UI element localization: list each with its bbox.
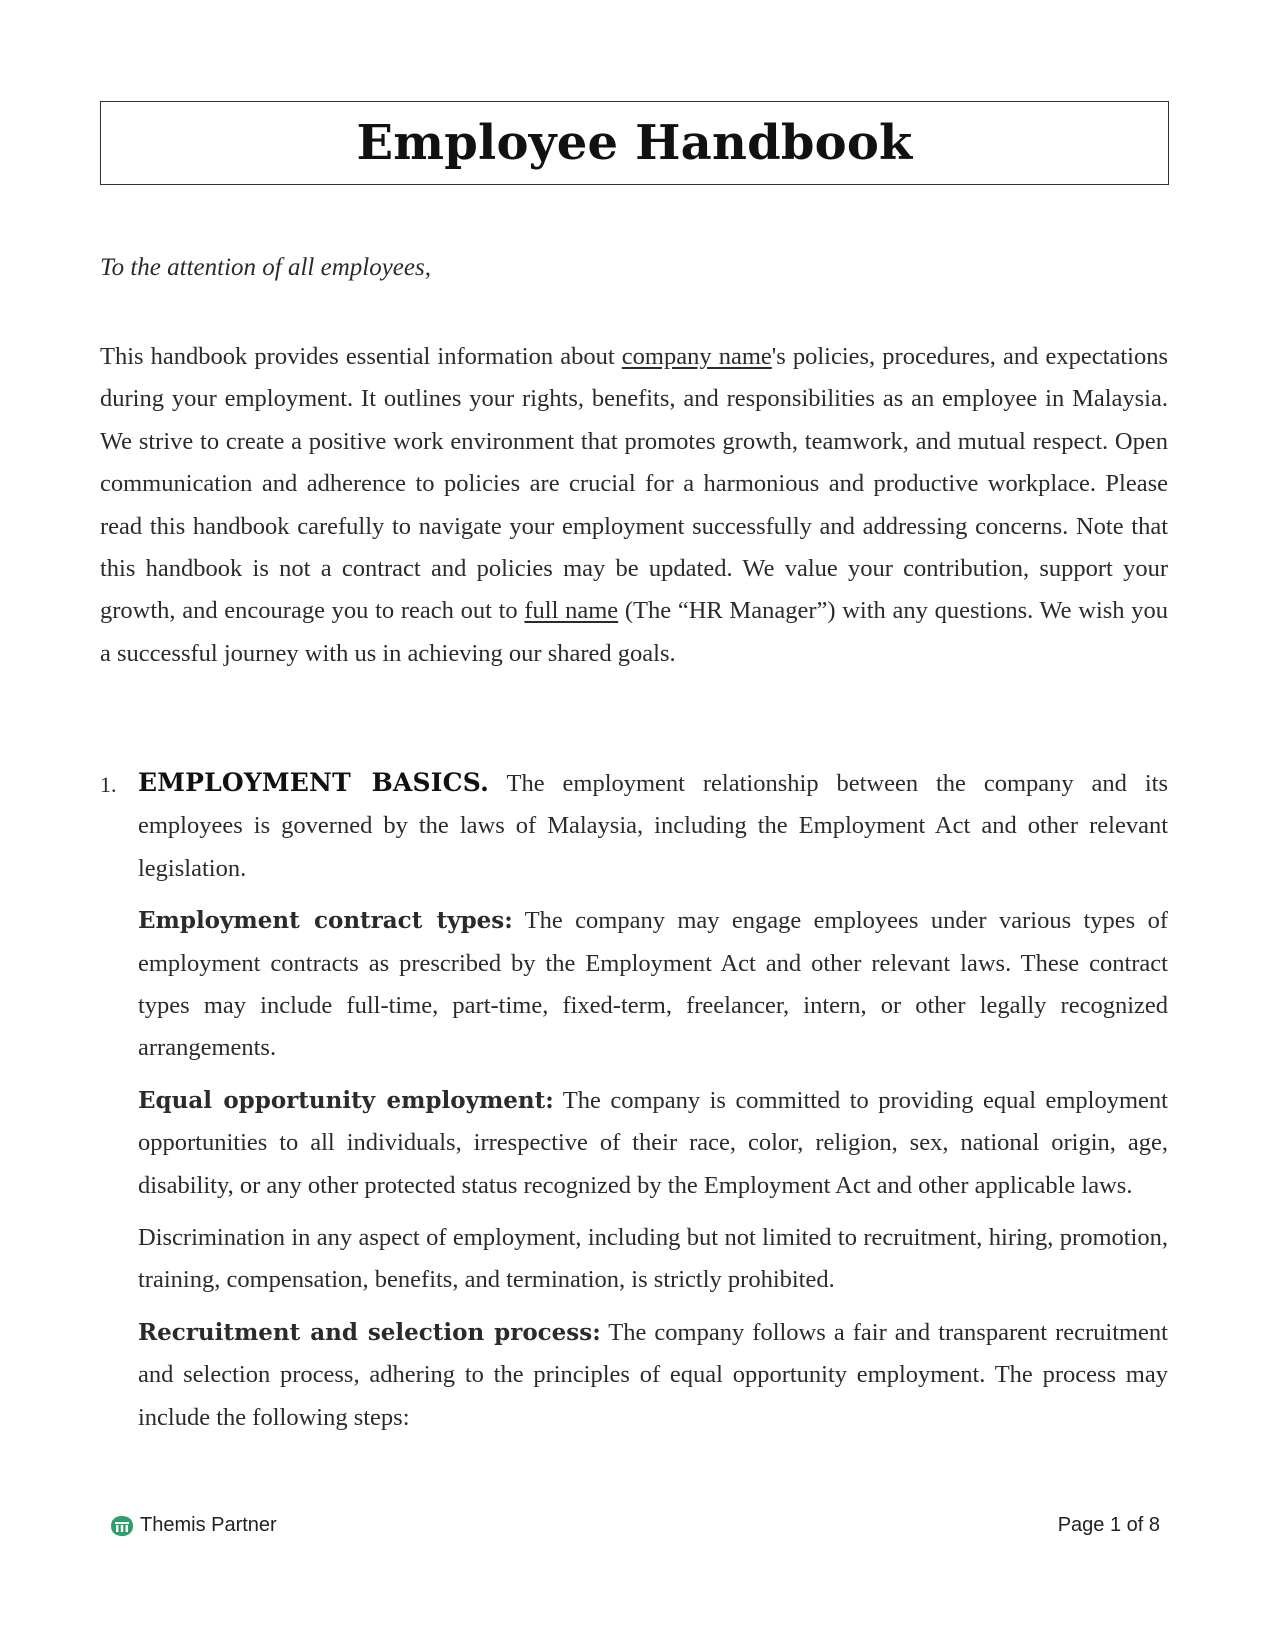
section-intro-text: The employment relationship between the company and its employees is governed by the laws of Malaysia, including the Employment Act and other relevant legislation.: [138, 770, 1168, 882]
discrimination-paragraph: Discrimination in any aspect of employment, including but not limited to recruitment, hiring, promotion, training, compensation, benefits, and termination, is strictly prohibited.: [138, 1224, 1168, 1294]
equal-opportunity-text: The company is committed to providing equal employment opportunities to all individuals, irrespective of their race, color, religion, sex, national origin, age, disability, or any other protected status recognized by the Employment Act and other applicable laws.: [138, 1086, 1168, 1199]
equal-opportunity-paragraph: [138, 1080, 1168, 1207]
recruitment-label: Recruitment and selection process:: [138, 1318, 601, 1346]
title-box: [100, 101, 1169, 185]
section-heading: EMPLOYMENT BASICS.: [138, 768, 490, 797]
footer-brand-name: Themis Partner: [140, 1514, 277, 1536]
recruitment-text: The company follows a fair and transparent recruitment and selection process, adhering to the principles of equal opportunity employment. The process may include the following steps:: [138, 1318, 1168, 1431]
footer-brand: [110, 1514, 277, 1537]
equal-opportunity-label: Equal opportunity employment:: [138, 1086, 554, 1114]
section-body: [138, 762, 1168, 1439]
section-employment-basics: [100, 762, 1168, 1449]
company-name-placeholder: company name: [621, 343, 772, 370]
section-intro-paragraph: [138, 762, 1168, 890]
document-title: Employee Handbook: [356, 115, 913, 171]
intro-paragraph: [100, 336, 1168, 675]
contract-types-label: Employment contract types:: [138, 907, 513, 935]
page-footer: [110, 1514, 1160, 1544]
greeting: To the attention of all employees,: [100, 254, 431, 281]
recruitment-paragraph: [138, 1312, 1168, 1439]
intro-text-3: (The “HR Manager”) with any questions. We wish you a successful journey with us in achieving our shared goals.: [100, 597, 1168, 667]
intro-text-2: 's policies, procedures, and expectations during your employment. It outlines your rights, benefits, and responsibilities as an employee in Malaysia. We strive to create a positive work environment that promotes growth, teamwork, and mutual respect. Open communication and adherence to policies are crucial for a harmonious and productive workplace. Please read this handbook carefully to navigate your employment successfully and addressing concerns. Note that this handbook is not a contract and policies may be updated. We value your contribution, support your growth, and encourage you to reach out to: [100, 343, 1168, 625]
themis-logo-icon: [110, 1515, 134, 1537]
page-number: Page 1 of 8: [1057, 1514, 1160, 1536]
contract-types-paragraph: [138, 900, 1168, 1070]
section-number: 1.: [100, 772, 117, 797]
contract-types-text: The company may engage employees under various types of employment contracts as prescribed by the Employment Act and other relevant laws. These contract types may include full-time, part-time, fixed-term, freelancer, intern, or other legally recognized arrangements.: [138, 907, 1168, 1062]
intro-text-1: This handbook provides essential information about: [100, 343, 622, 370]
full-name-placeholder: full name: [524, 597, 619, 625]
